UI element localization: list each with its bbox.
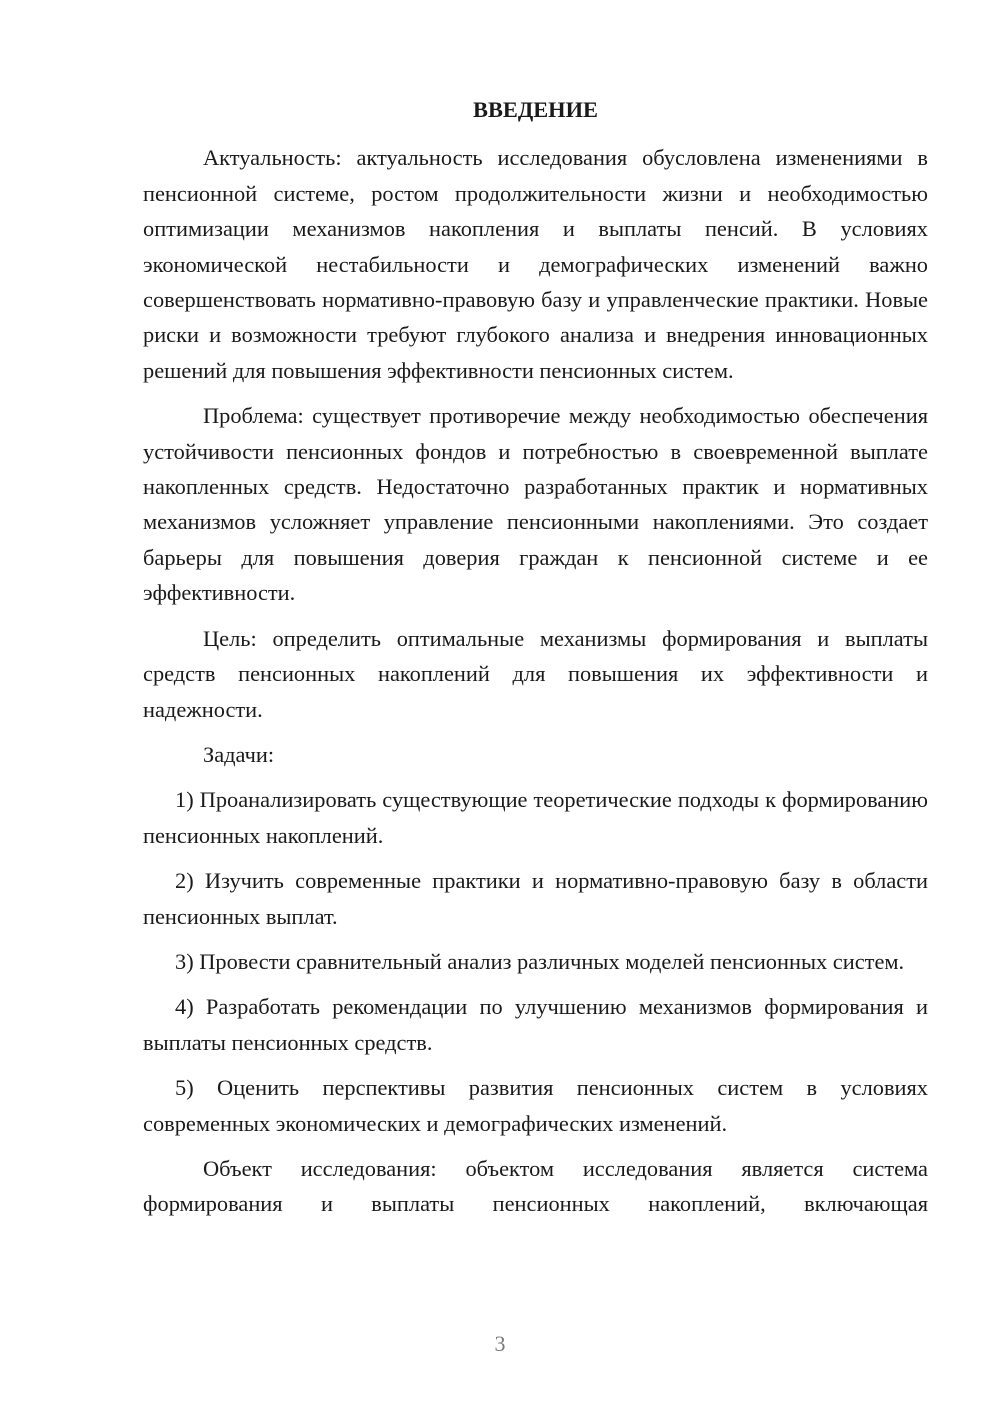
task-item-2: 2) Изучить современные практики и нормативно-правовую базу в области пенсионных выплат. [143,868,928,929]
task-item-3: 3) Провести сравнительный анализ различных моделей пенсионных систем. [175,948,905,974]
task-item-1: 1) Проанализировать существующие теоретические подходы к формированию пенсионных накоплений. [143,787,928,848]
page-content [143,92,928,1222]
page-number: 3 [494,1331,506,1356]
tasks-heading: Задачи: [203,741,275,767]
problem-paragraph: Проблема: существует противоречие между необходимостью обеспечения устойчивости пенсионных фондов и потребностью в своевременной выплате накопленных средств. Недостаточно разработанных практик и нормативных механизмов усложняет управление пенсионными накоплениями. Это создает барьеры для повышения доверия граждан к пенсионной системе и ее эффективности. [143,403,928,606]
object-paragraph: Объект исследования: объектом исследования является система формирования и выплаты пенсионных накоплений, включающая [143,1155,928,1217]
goal-paragraph: Цель: определить оптимальные механизмы формирования и выплаты средств пенсионных накоплений для повышения их эффективности и надежности. [143,625,928,722]
task-item-4: 4) Разработать рекомендации по улучшению механизмов формирования и выплаты пенсионных средств. [143,994,928,1055]
task-item-5: 5) Оценить перспективы развития пенсионных систем в условиях современных экономических и демографических изменений. [143,1075,928,1136]
relevance-paragraph: Актуальность: актуальность исследования обусловлена изменениями в пенсионной системе, ростом продолжительности жизни и необходимостью оптимизации механизмов накопления и выплаты пенсий. В условиях экономической нестабильности и демографических изменений важно совершенствовать нормативно-правовую базу и управленческие практики. Новые риски и возможности требуют глубокого анализа и внедрения инновационных решений для повышения эффективности пенсионных систем. [143,145,928,383]
section-title: ВВЕДЕНИЕ [473,97,598,122]
